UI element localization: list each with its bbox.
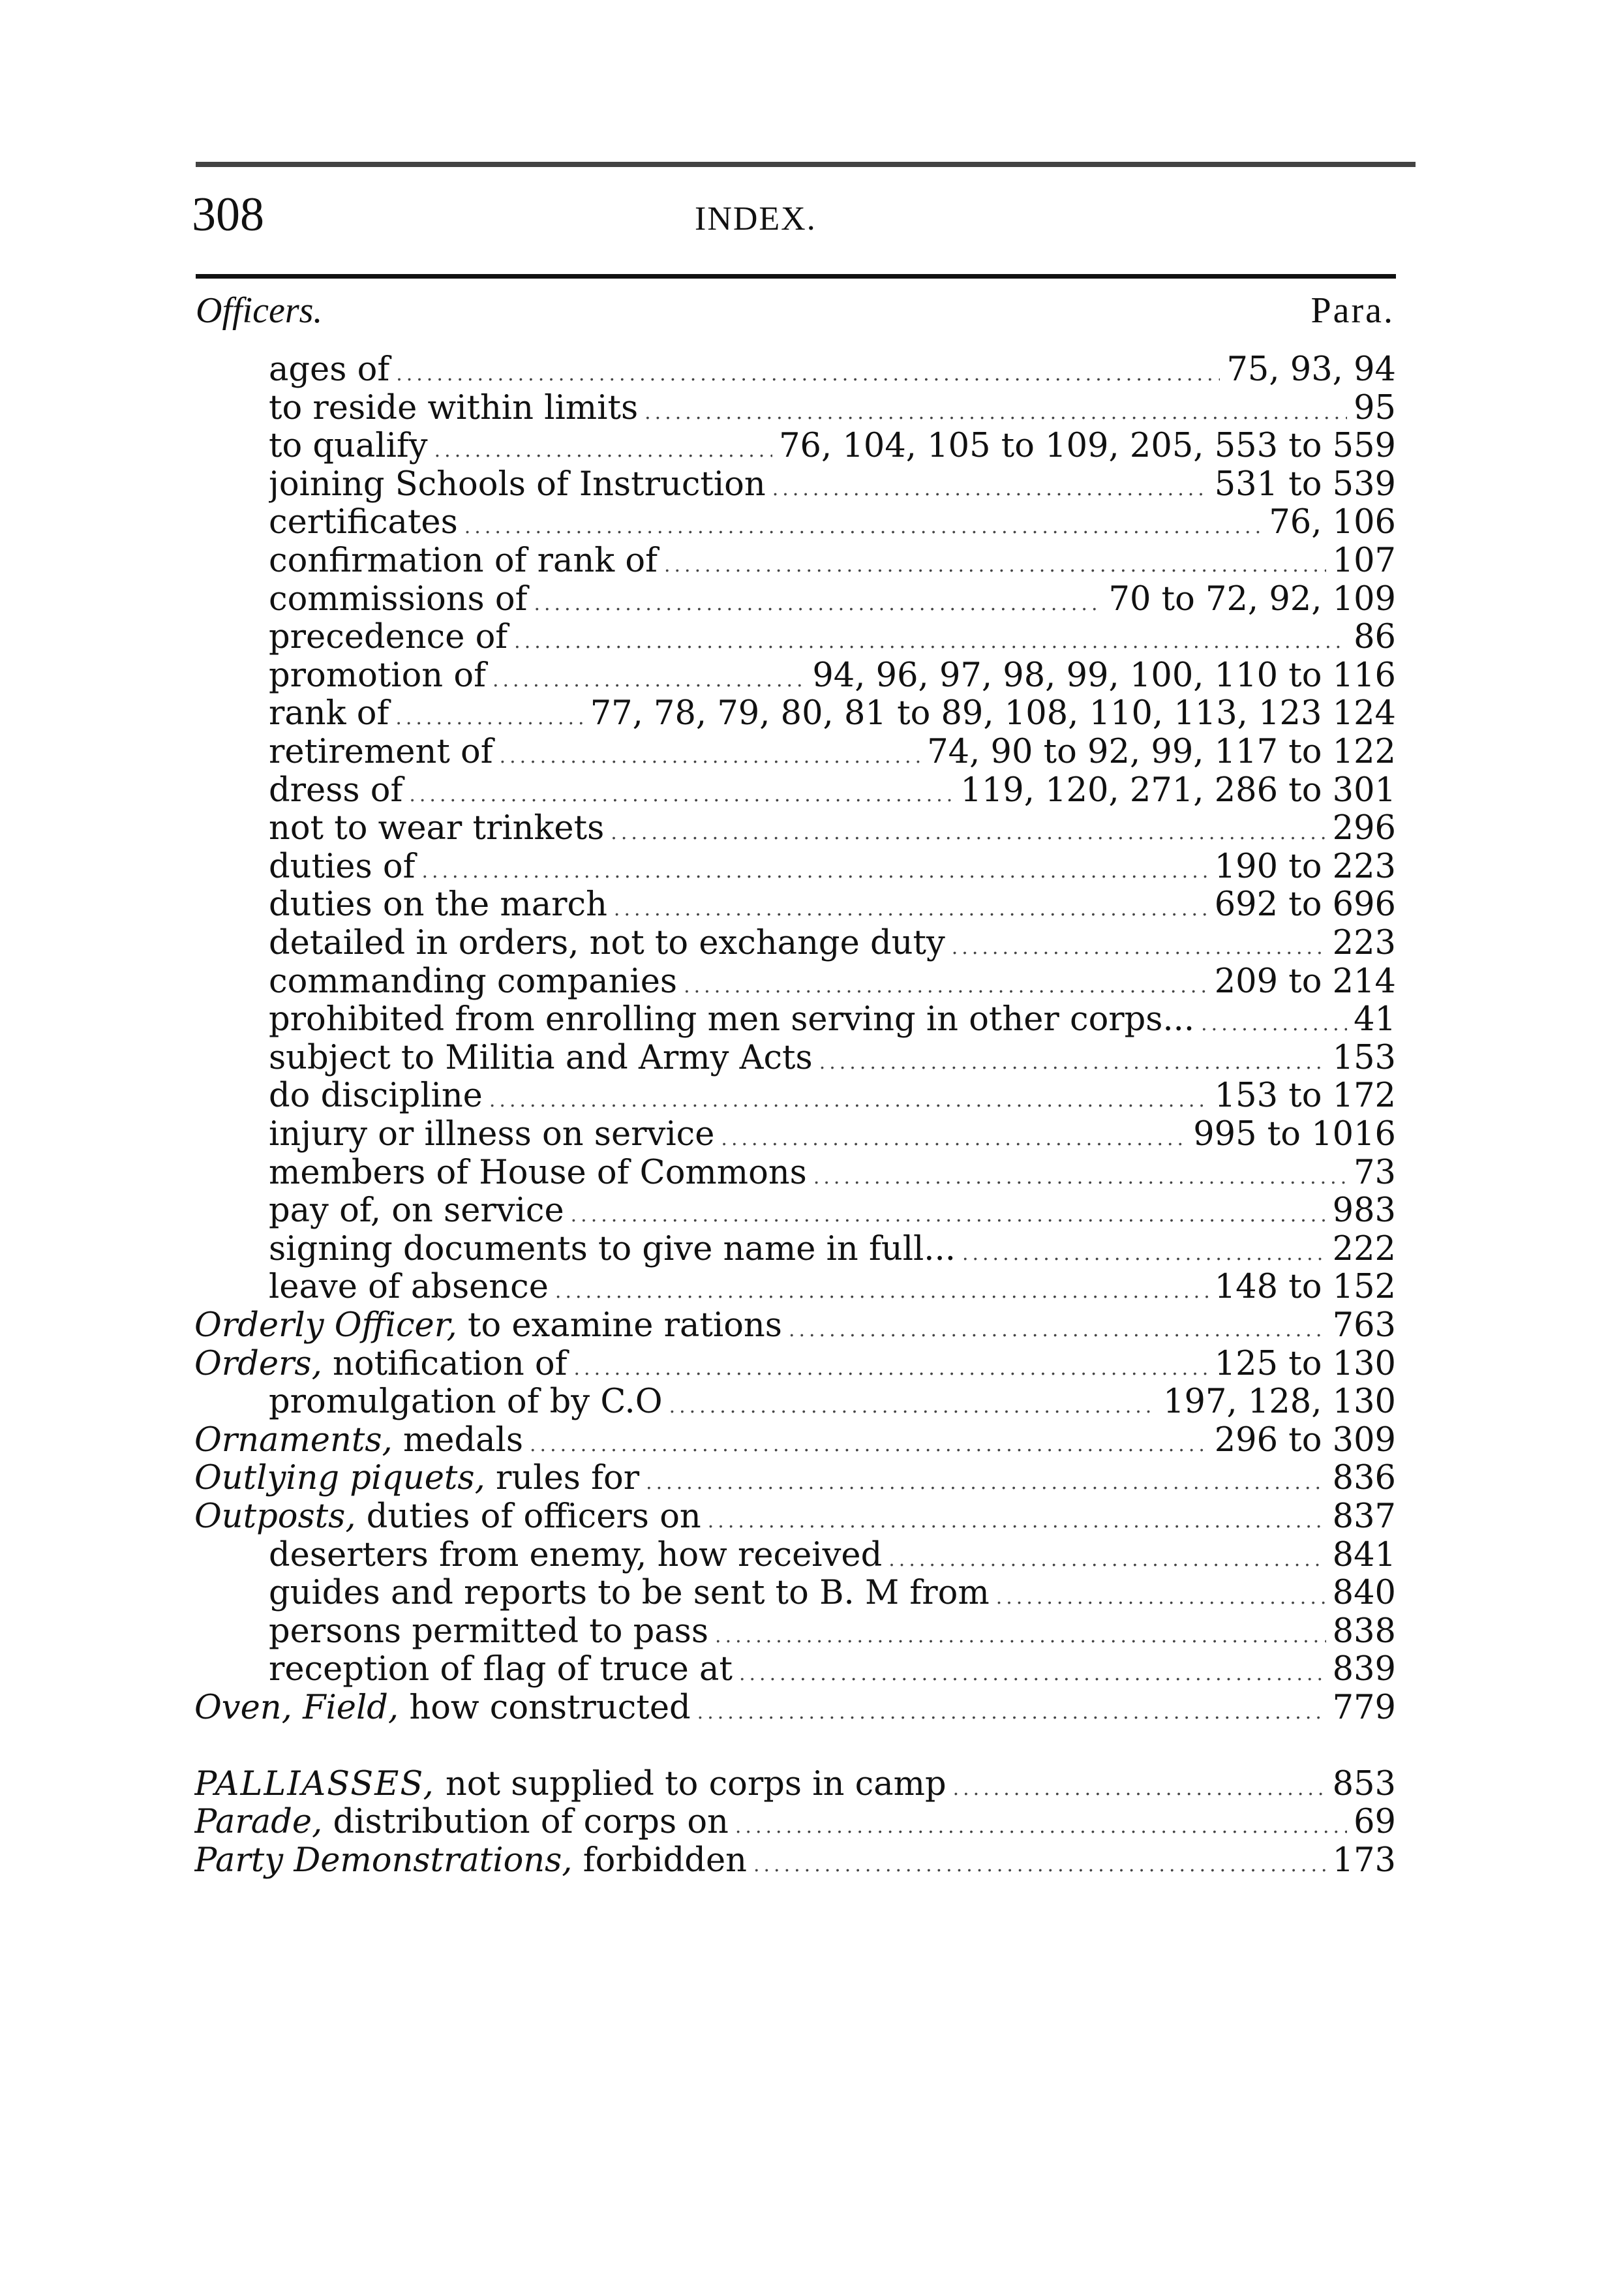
entry-text: rank of (269, 694, 389, 733)
entry-heading: PALLIASSES, (194, 1765, 435, 1803)
index-entry (269, 808, 1396, 852)
entry-text: rules for (496, 1459, 640, 1497)
index-entry (269, 540, 1396, 585)
index-entry (269, 1075, 1396, 1120)
paragraph-reference: 841 (1332, 1536, 1396, 1574)
entry-text: signing documents to give name in full... (269, 1230, 956, 1268)
index-entry (269, 1114, 1396, 1158)
entry-text: reception of flag of truce at (269, 1650, 733, 1689)
para-column-label: Para. (1311, 290, 1395, 331)
entry-heading: Outposts, (194, 1497, 356, 1536)
entry-text: medals (402, 1421, 524, 1460)
index-entry (269, 1572, 1396, 1617)
paragraph-reference: 222 (1332, 1230, 1396, 1268)
top-rule (196, 162, 1416, 167)
section-heading (196, 290, 1395, 335)
dot-leader (753, 1844, 1326, 1884)
entry-text: certificates (269, 503, 458, 542)
entry-text: dress of (269, 771, 403, 810)
paragraph-reference: 76, 106 (1269, 503, 1396, 542)
paragraph-reference: 173 (1332, 1841, 1396, 1880)
entry-text: commissions of (269, 580, 528, 619)
paragraph-reference: 531 to 539 (1214, 465, 1396, 504)
entry-heading: Outlying piquets, (194, 1459, 485, 1497)
index-entry (269, 1266, 1396, 1311)
paragraph-reference: 125 to 130 (1214, 1345, 1396, 1383)
index-entry (269, 999, 1396, 1043)
paragraph-reference: 76, 104, 105 to 109, 205, 553 to 559 (779, 427, 1396, 465)
paragraph-reference: 763 (1332, 1306, 1396, 1345)
paragraph-reference: 148 to 152 (1214, 1268, 1396, 1306)
entry-text: prohibited from enrolling men serving in other corps... (269, 1000, 1195, 1039)
paragraph-reference: 983 (1332, 1191, 1396, 1230)
paragraph-reference: 70 to 72, 92, 109 (1108, 580, 1396, 619)
index-entry (269, 923, 1396, 967)
entry-heading: Parade, (194, 1803, 323, 1841)
paragraph-reference: 296 (1332, 809, 1396, 848)
paragraph-reference: 107 (1332, 542, 1396, 580)
paragraph-reference: 692 to 696 (1214, 885, 1396, 924)
entry-heading: Orderly Officer, (194, 1306, 457, 1345)
entry-text: commanding companies (269, 962, 678, 1001)
paragraph-reference: 77, 78, 79, 80, 81 to 89, 108, 110, 113, 123 124 (590, 694, 1396, 733)
paragraph-reference: 853 (1332, 1765, 1396, 1803)
entry-text: promotion of (269, 656, 486, 695)
entry-text: do discipline (269, 1077, 483, 1115)
entry-text: precedence of (269, 618, 508, 656)
paragraph-reference: 69 (1354, 1803, 1396, 1841)
index-entry (194, 1496, 1396, 1540)
entry-text: to examine rations (467, 1306, 782, 1345)
index-entry (269, 731, 1396, 776)
index-entry (269, 1649, 1396, 1693)
index-entry (269, 502, 1396, 546)
dot-leader (697, 1692, 1326, 1732)
paragraph-reference: 296 to 309 (1214, 1421, 1396, 1460)
entry-text: not supplied to corps in camp (445, 1765, 947, 1803)
entry-text: duties of (269, 848, 416, 886)
paragraph-reference: 86 (1354, 618, 1396, 656)
entry-heading: Orders, (194, 1345, 322, 1383)
paragraph-reference: 995 to 1016 (1193, 1115, 1396, 1154)
paragraph-reference: 839 (1332, 1650, 1396, 1689)
header-rule (196, 274, 1396, 279)
index-entry (269, 617, 1396, 661)
index-entry (269, 1381, 1396, 1426)
paragraph-reference: 838 (1332, 1612, 1396, 1651)
entry-text: how constructed (409, 1689, 691, 1727)
paragraph-reference: 836 (1332, 1459, 1396, 1497)
paragraph-reference: 209 to 214 (1214, 962, 1396, 1001)
paragraph-reference: 73 (1354, 1154, 1396, 1192)
entry-text: subject to Militia and Army Acts (269, 1039, 813, 1077)
index-entry (194, 1840, 1396, 1884)
section-title: Officers. (196, 290, 323, 331)
entry-heading: Ornaments, (194, 1421, 393, 1460)
entry-text: deserters from enemy, how received (269, 1536, 883, 1574)
entry-text: retirement of (269, 733, 493, 771)
entry-text: detailed in orders, not to exchange duty (269, 924, 945, 962)
paragraph-reference: 41 (1354, 1000, 1396, 1039)
entry-text: members of House of Commons (269, 1154, 807, 1192)
index-entry (269, 1190, 1396, 1234)
entry-heading: Oven, Field, (194, 1689, 399, 1727)
paragraph-reference: 779 (1332, 1689, 1396, 1727)
paragraph-reference: 94, 96, 97, 98, 99, 100, 110 to 116 (812, 656, 1396, 695)
entry-heading: Party Demonstrations, (194, 1841, 573, 1880)
paragraph-reference: 119, 120, 271, 286 to 301 (960, 771, 1396, 810)
index-entry (269, 425, 1396, 470)
paragraph-reference: 223 (1332, 924, 1396, 962)
entry-text: notification of (333, 1345, 568, 1383)
index-entry (269, 349, 1396, 393)
entry-text: distribution of corps on (333, 1803, 729, 1841)
paragraph-reference: 74, 90 to 92, 99, 117 to 122 (927, 733, 1396, 771)
entry-text: ages of (269, 350, 390, 389)
entry-text: duties of officers on (366, 1497, 701, 1536)
paragraph-reference: 153 (1332, 1039, 1396, 1077)
index-entry (194, 1687, 1396, 1732)
entry-text: to qualify (269, 427, 428, 465)
entry-text: leave of absence (269, 1268, 549, 1306)
paragraph-reference: 837 (1332, 1497, 1396, 1536)
entry-text: not to wear trinkets (269, 809, 605, 848)
entry-text: persons permitted to pass (269, 1612, 709, 1651)
paragraph-reference: 840 (1332, 1574, 1396, 1612)
index-entry (269, 884, 1396, 928)
paragraph-reference: 190 to 223 (1214, 848, 1396, 886)
entry-text: promulgation of by C.O (269, 1383, 663, 1421)
entry-text: to reside within limits (269, 389, 639, 427)
index-entry (194, 1458, 1396, 1502)
paragraph-reference: 95 (1354, 389, 1396, 427)
index-entry (194, 1801, 1396, 1846)
entry-text: forbidden (583, 1841, 747, 1880)
running-head: INDEX. (695, 200, 817, 237)
index-entry (269, 693, 1396, 737)
paragraph-reference: 153 to 172 (1214, 1077, 1396, 1115)
entry-text: confirmation of rank of (269, 542, 658, 580)
entry-text: guides and reports to be sent to B. M from (269, 1574, 990, 1612)
paragraph-reference: 75, 93, 94 (1226, 350, 1396, 389)
paragraph-reference: 197, 128, 130 (1163, 1383, 1396, 1421)
entry-text: joining Schools of Instruction (269, 465, 766, 504)
page-number: 308 (192, 188, 264, 241)
index-entry (194, 1305, 1396, 1349)
entry-text: duties on the march (269, 885, 607, 924)
entry-text: pay of, on service (269, 1191, 564, 1230)
entry-text: injury or illness on service (269, 1115, 715, 1154)
